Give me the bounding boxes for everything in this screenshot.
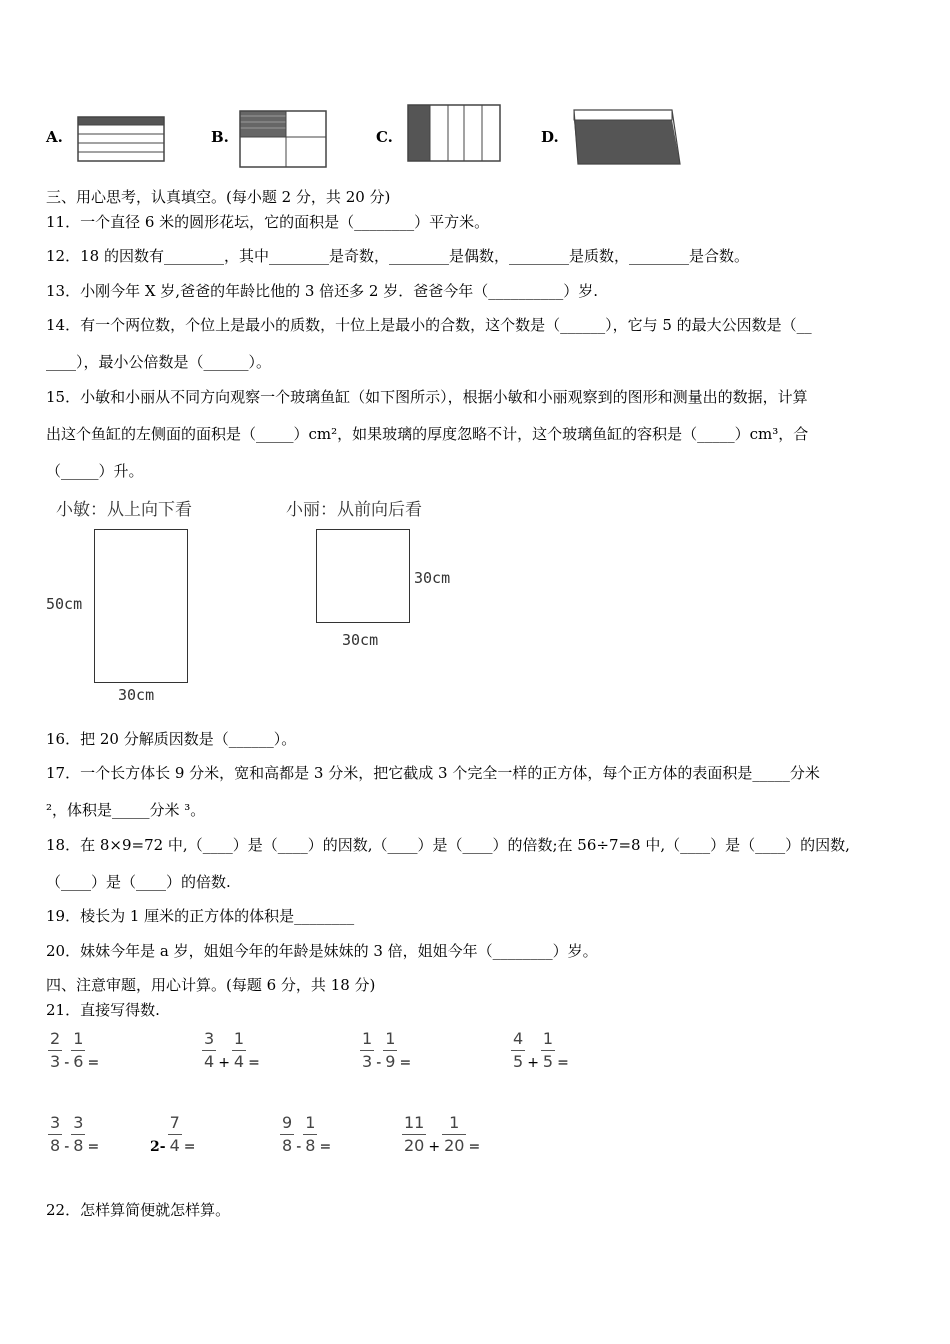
calc-r2-item1: $\frac{3}{8}$ - $\frac{3}{8}$ = [50, 1113, 100, 1155]
question-16: 16．把 20 分解质因数是（______）。 [46, 730, 297, 748]
calc-r1-item4: $\frac{4}{5}$ + $\frac{1}{5}$ = [513, 1029, 569, 1071]
question-15-line1: 15．小敏和小丽从不同方向观察一个玻璃鱼缸（如下图所示），根据小敏和小丽观察到的图形和测量出的数据，计算 [46, 388, 808, 406]
question-19: 19．棱长为 1 厘米的正方体的体积是________ [46, 907, 355, 925]
option-c-label: C. [376, 128, 393, 146]
section-four-title: 四、注意审题，用心计算。(每题 6 分，共 18 分) [46, 976, 376, 994]
option-a-figure [76, 114, 168, 164]
question-14-line1: 14．有一个两位数，个位上是最小的质数，十位上是最小的合数，这个数是（______），它与 5 的最大公因数是（__ [46, 316, 812, 334]
option-d-figure [570, 106, 684, 168]
caption-xiaoli: 小丽：从前向后看 [286, 500, 422, 520]
calc-r1-item2: $\frac{3}{4}$ + $\frac{1}{4}$ = [204, 1029, 260, 1071]
top-view-width-label: 30cm [118, 686, 155, 704]
question-22-title: 22．怎样算简便就怎样算。 [46, 1201, 231, 1219]
calc-r2-item2: 2- $\frac{7}{4}$ = [150, 1113, 196, 1155]
question-15-line3: （_____）升。 [46, 462, 144, 480]
calc-r1-item1: $\frac{2}{3}$ - $\frac{1}{6}$ = [50, 1029, 100, 1071]
question-13: 13．小刚今年 X 岁,爸爸的年龄比他的 3 倍还多 2 岁．爸爸今年（__________）岁. [46, 282, 598, 300]
question-18-line2: （____）是（____）的倍数. [46, 873, 231, 891]
question-17-line2: ²，体积是_____分米 ³。 [46, 801, 206, 819]
question-17-line1: 17．一个长方体长 9 分米，宽和高都是 3 分米，把它截成 3 个完全一样的正方体，每个正方体的表面积是_____分米 [46, 764, 820, 782]
calc-r2-item3: $\frac{9}{8}$ - $\frac{1}{8}$ = [282, 1113, 332, 1155]
option-d-label: D. [541, 128, 559, 146]
front-view-square [316, 529, 410, 623]
option-a-label: A. [46, 128, 63, 146]
option-b-figure [236, 108, 332, 170]
calc-r1-item3: $\frac{1}{3}$ - $\frac{1}{9}$ = [362, 1029, 412, 1071]
question-14-line2: ____），最小公倍数是（______）。 [46, 353, 272, 371]
question-21-title: 21．直接写得数. [46, 1001, 160, 1019]
option-c-figure [404, 102, 504, 164]
question-18-line1: 18．在 8×9=72 中,（____）是（____）的因数,（____）是（____）的倍数;在 56÷7=8 中,（____）是（____）的因数, [46, 836, 850, 854]
front-view-width-label: 30cm [342, 631, 379, 649]
front-view-height-label: 30cm [414, 569, 451, 587]
top-view-height-label: 50cm [46, 595, 83, 613]
question-11: 11．一个直径 6 米的圆形花坛，它的面积是（________）平方米。 [46, 213, 490, 231]
question-15-line2: 出这个鱼缸的左侧面的面积是（_____）cm²，如果玻璃的厚度忽略不计，这个玻璃鱼缸的容积是（_____）cm³，合 [46, 425, 809, 443]
section-three-title: 三、用心思考，认真填空。(每小题 2 分，共 20 分) [46, 188, 391, 206]
top-view-rectangle [94, 529, 188, 683]
question-12: 12．18 的因数有________，其中________是奇数，________是偶数，________是质数，________是合数。 [46, 247, 749, 265]
option-b-label: B. [211, 128, 229, 146]
calc-r2-item4: $\frac{11}{20}$ + $\frac{1}{20}$ = [404, 1113, 481, 1155]
question-20: 20．妹妹今年是 a 岁，姐姐今年的年龄是妹妹的 3 倍，姐姐今年（________）岁。 [46, 942, 598, 960]
caption-xiaomin: 小敏：从上向下看 [56, 500, 192, 520]
